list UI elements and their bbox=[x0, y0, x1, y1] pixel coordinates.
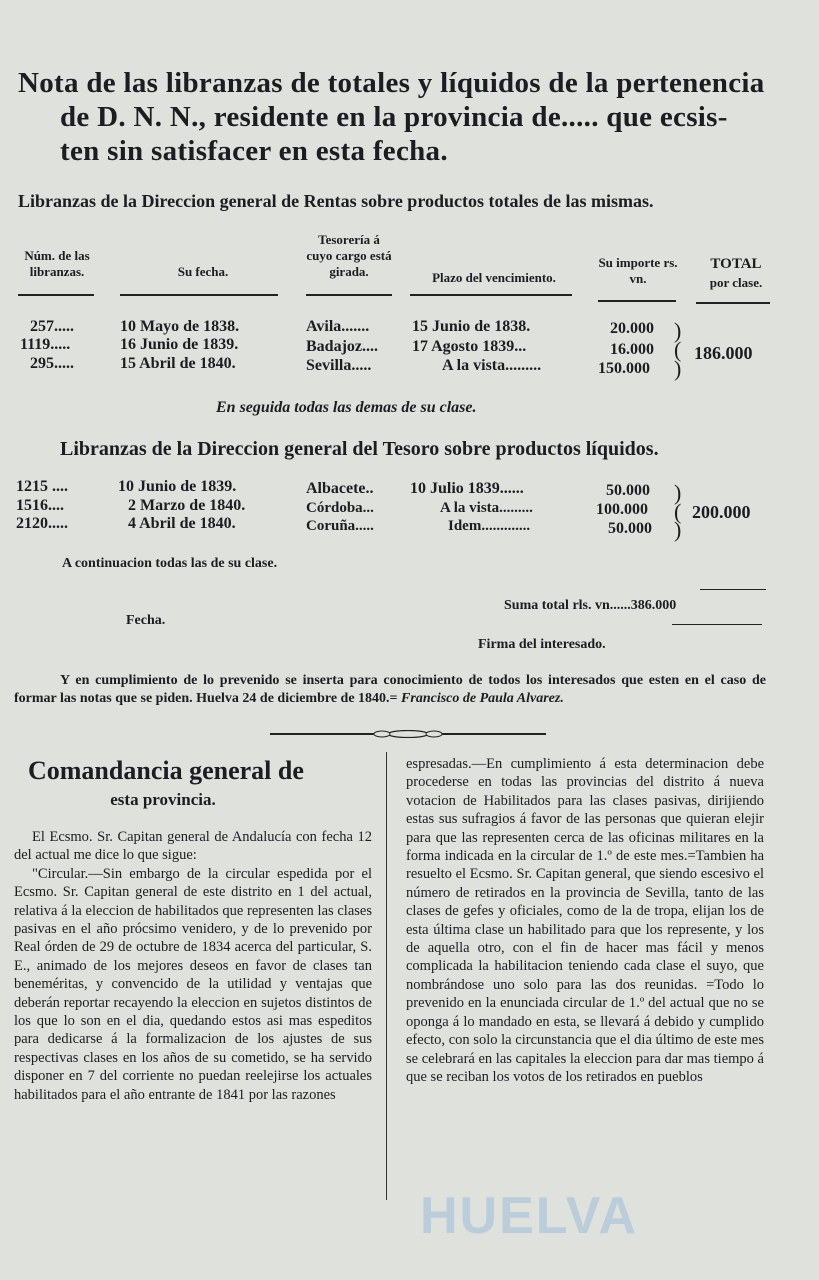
row-1-plazo: 15 Junio de 1838. bbox=[412, 318, 531, 335]
section-1-note: En seguida todas las demas de su clase. bbox=[216, 399, 477, 416]
row-3-num: 295..... bbox=[30, 355, 74, 372]
row-1-importe: 50.000 bbox=[606, 482, 650, 499]
title-line-3: ten sin satisfacer en esta fecha. bbox=[60, 135, 448, 167]
row-1-tesoreria: Albacete.. bbox=[306, 480, 374, 497]
watermark-logo: HUELVA bbox=[420, 1187, 639, 1245]
row-2-importe: 16.000 bbox=[610, 341, 654, 358]
section-1-total: 186.000 bbox=[694, 343, 753, 363]
header-rule bbox=[306, 294, 392, 296]
column-divider bbox=[386, 752, 387, 1200]
column-header-total-sub: por clase. bbox=[709, 275, 763, 290]
column-header-total: TOTAL bbox=[710, 256, 762, 272]
row-2-tesoreria: Badajoz.... bbox=[306, 338, 378, 355]
brace: ( bbox=[674, 337, 682, 362]
sum-rule bbox=[672, 624, 762, 625]
row-3-fecha: 4 Abril de 1840. bbox=[128, 515, 236, 532]
row-3-tesoreria: Coruña..... bbox=[306, 518, 374, 534]
row-2-fecha: 16 Junio de 1839. bbox=[120, 336, 239, 353]
row-2-num: 1516.... bbox=[16, 497, 64, 514]
comandancia-title: Comandancia general de bbox=[28, 756, 304, 785]
row-1-num: 257..... bbox=[30, 318, 74, 335]
row-2-num: 1119..... bbox=[20, 336, 71, 353]
row-3-importe: 50.000 bbox=[608, 520, 652, 537]
row-1-fecha: 10 Junio de 1839. bbox=[118, 478, 237, 495]
row-2-importe: 100.000 bbox=[596, 501, 648, 518]
section-1-heading: Libranzas de la Direccion general de Rentas sobre productos totales de las mismas. bbox=[18, 191, 654, 211]
brace: ) bbox=[674, 318, 682, 343]
comandancia-subtitle: esta provincia. bbox=[110, 790, 216, 809]
row-1-importe: 20.000 bbox=[610, 320, 654, 337]
brace: ) bbox=[674, 356, 682, 381]
column-1-intro: El Ecsmo. Sr. Capitan general de Andalucía con fecha 12 del actual me dice lo que sigue: bbox=[14, 829, 372, 864]
column-header-plazo: Plazo del vencimiento. bbox=[432, 270, 556, 285]
row-3-num: 2120..... bbox=[16, 515, 68, 532]
sum-rule bbox=[700, 589, 766, 590]
column-1 bbox=[14, 828, 372, 1104]
row-1-plazo: 10 Julio 1839...... bbox=[410, 480, 524, 497]
header-rule bbox=[410, 294, 572, 296]
header-rule bbox=[120, 294, 278, 296]
header-rule bbox=[598, 300, 676, 302]
brace: ) bbox=[674, 517, 682, 542]
column-2 bbox=[406, 755, 764, 1086]
row-3-plazo: A la vista......... bbox=[442, 357, 542, 374]
row-2-fecha: 2 Marzo de 1840. bbox=[128, 497, 246, 514]
column-header-importe: Su importe rs. vn. bbox=[598, 255, 678, 286]
column-1-body: "Circular.—Sin embargo de la circular espedida por el Ecsmo. Sr. Capitan general de este distrito en 1 del actual, relativa á la eleccion de habilitados que representen las clases pasivas en el año prócsimo venidero, y de lo prevenido por Real órden de 29 de octubre de 1834 acerca del particular, S. E., animado de los mejores deseos en favor de clases tan beneméritas, y convencido de la utilidad y ventajas que deberán reportar recayendo la eleccion en sujetos distintos de los que lo son en el dia, quedando estos asi mas espeditos para dedicarse á la formalizacion de los ajustes de sus respectivas clases en los años de su cometido, se ha servido disponer en 7 del corriente no puedan reelejirse los actuales habilitados para el año entrante de 1841 por las razones bbox=[14, 865, 372, 1103]
row-2-plazo: 17 Agosto 1839... bbox=[412, 338, 527, 355]
document-title bbox=[18, 66, 778, 168]
row-1-num: 1215 .... bbox=[16, 478, 68, 495]
column-header-fecha: Su fecha. bbox=[177, 264, 229, 279]
section-2-note: A continuacion todas las de su clase. bbox=[62, 556, 278, 571]
closing-signature: Francisco de Paula Alvarez. bbox=[401, 691, 564, 706]
row-3-plazo: Idem............. bbox=[448, 518, 531, 534]
row-2-plazo: A la vista......... bbox=[440, 500, 533, 516]
ornamental-divider bbox=[270, 730, 546, 738]
closing-text: Y en cumplimiento de lo prevenido se inserta para conocimiento de todos los interesados que esten en el caso de formar las notas que se piden. Huelva 24 de diciembre de 1840.= bbox=[14, 673, 766, 706]
title-line-1: Nota de las libranzas de totales y líquidos de la pertenencia bbox=[18, 67, 765, 99]
firma-label: Firma del interesado. bbox=[478, 637, 606, 652]
column-header-num: Núm. de las libranzas. bbox=[24, 248, 90, 279]
row-3-fecha: 15 Abril de 1840. bbox=[120, 355, 236, 372]
suma-total: Suma total rls. vn......386.000 bbox=[504, 598, 677, 613]
title-line-2: de D. N. N., residente en la provincia de..... que ecsis- bbox=[60, 101, 728, 133]
row-3-importe: 150.000 bbox=[598, 360, 650, 377]
brace: ) bbox=[674, 480, 682, 505]
section-2-total: 200.000 bbox=[692, 502, 751, 522]
header-rule bbox=[696, 302, 770, 304]
row-3-tesoreria: Sevilla..... bbox=[306, 357, 372, 374]
closing-paragraph bbox=[14, 672, 766, 708]
row-1-tesoreria: Avila....... bbox=[306, 318, 370, 335]
row-1-fecha: 10 Mayo de 1838. bbox=[120, 318, 240, 335]
section-2-heading: Libranzas de la Direccion general del Tesoro sobre productos líquidos. bbox=[60, 438, 659, 460]
row-2-tesoreria: Córdoba... bbox=[306, 500, 374, 516]
fecha-label: Fecha. bbox=[126, 613, 166, 628]
header-rule bbox=[18, 294, 94, 296]
column-2-body: espresadas.—En cumplimiento á esta determinacion debe procederse en todas las provincias del distrito á nueva votacion de Habilitados para las clases pasivas, dirijiendo estas sus sufragios á favor de las personas que quieran elejir para que las representen cerca de las oficinas militares en la forma indicada en la circular de 1.º de este mes.=Tambien ha resuelto el Ecsmo. Sr. Capitan general, que siendo escesivo el número de retirados en la provincia de Sevilla, tanto de las clases de gefes y oficiales, como de la de tropa, elijan los de esta última clase un habilitado para que los represente, y los de aquella otro, con el fin de hacer mas fácil y menos complicada la habilitacion teniendo cada clase el suyo, que nombrándose uno solo para las dos reunidas. =Todo lo prevenido en la enunciada circular de 1.º del actual que no se oponga á lo mandado en esta, se llevará á debido y cumplido efecto, con solo la circunstancia que el dia último de este mes se celebrará en las capitales la eleccion para dar mas tiempo á que se reciban los votos de los retirados en pueblos bbox=[406, 756, 764, 1085]
column-header-tesoreria: Tesorería á cuyo cargo está girada. bbox=[306, 232, 392, 279]
brace: ( bbox=[674, 499, 682, 524]
